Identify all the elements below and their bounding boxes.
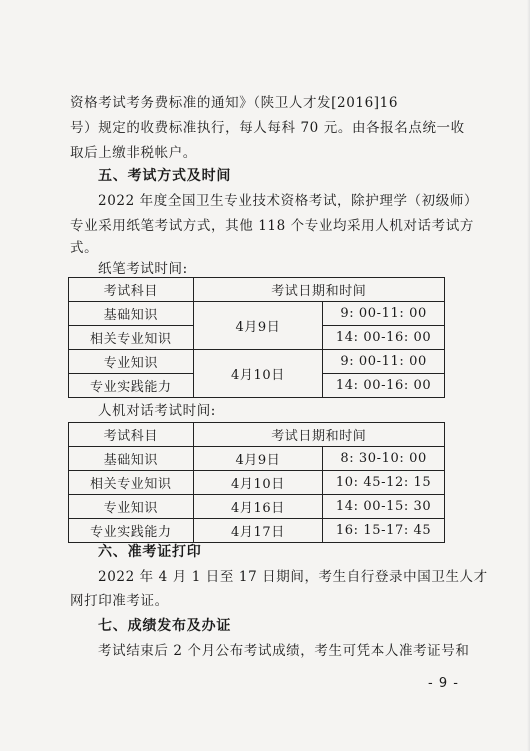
header-subject: 考试科目: [69, 278, 194, 302]
table-row: [69, 302, 445, 326]
header-datetime: 考试日期和时间: [193, 423, 444, 447]
section-6-paragraph-line-1: 2022 年 4 月 1 日至 17 日期间，考生自行登录中国卫生人才: [98, 569, 488, 585]
fee-paragraph-line-3: 取后上缴非税帐户。: [70, 145, 197, 161]
section-5-paragraph-line-1: 2022 年度全国卫生专业技术资格考试，除护理学（初级师）: [98, 193, 479, 209]
subject-cell: 相关专业知识: [69, 326, 194, 350]
time-cell: 14: 00-16: 00: [323, 326, 445, 350]
section-7-heading: 七、成绩发布及办证: [98, 618, 232, 634]
time-cell: 16: 15-17: 45: [323, 519, 445, 543]
date-cell: 4月10日: [193, 350, 323, 398]
page-number: - 9 -: [428, 676, 459, 691]
fee-paragraph-line-1: 资格考试考务费标准的通知》（陕卫人才发[2016]16: [70, 95, 399, 111]
time-cell: 14: 00-15: 30: [323, 495, 445, 519]
section-6-heading: 六、准考证打印: [98, 544, 202, 560]
time-cell: 9: 00-11: 00: [323, 302, 445, 326]
section-5-heading: 五、考试方式及时间: [98, 168, 232, 184]
fee-paragraph-line-2: 号）规定的收费标准执行，每人每科 70 元。由各报名点统一收: [70, 120, 465, 136]
paper-exam-table: [68, 277, 445, 398]
table-header-row: [69, 278, 445, 302]
time-cell: 9: 00-11: 00: [323, 350, 445, 374]
subject-cell: 专业知识: [69, 350, 194, 374]
section-5-paragraph-line-3: 式。: [70, 240, 99, 256]
section-6-paragraph-line-2: 网打印准考证。: [70, 593, 169, 609]
date-cell: 4月16日: [193, 495, 323, 519]
subject-cell: 专业实践能力: [69, 374, 194, 398]
paper-exam-label: 纸笔考试时间:: [98, 261, 188, 277]
table-row: [69, 447, 445, 471]
table-row: [69, 471, 445, 495]
date-cell: 4月9日: [193, 447, 323, 471]
subject-cell: 专业知识: [69, 495, 194, 519]
subject-cell: 基础知识: [69, 447, 194, 471]
date-cell: 4月10日: [193, 471, 323, 495]
time-cell: 14: 00-16: 00: [323, 374, 445, 398]
time-cell: 10: 45-12: 15: [323, 471, 445, 495]
date-cell: 4月9日: [193, 302, 323, 350]
section-5-paragraph-line-2: 专业采用纸笔考试方式，其他 118 个专业均采用人机对话考试方: [70, 218, 474, 234]
table-row: [69, 519, 445, 543]
table-row: [69, 495, 445, 519]
section-7-paragraph-line-1: 考试结束后 2 个月公布考试成绩，考生可凭本人准考证号和: [98, 643, 470, 659]
time-cell: 8: 30-10: 00: [323, 447, 445, 471]
date-cell: 4月17日: [193, 519, 323, 543]
table-header-row: [69, 423, 445, 447]
header-datetime: 考试日期和时间: [193, 278, 444, 302]
subject-cell: 相关专业知识: [69, 471, 194, 495]
computer-exam-table: [68, 422, 445, 543]
header-subject: 考试科目: [69, 423, 194, 447]
table-row: [69, 350, 445, 374]
subject-cell: 基础知识: [69, 302, 194, 326]
computer-exam-label: 人机对话考试时间:: [98, 403, 216, 419]
subject-cell: 专业实践能力: [69, 519, 194, 543]
